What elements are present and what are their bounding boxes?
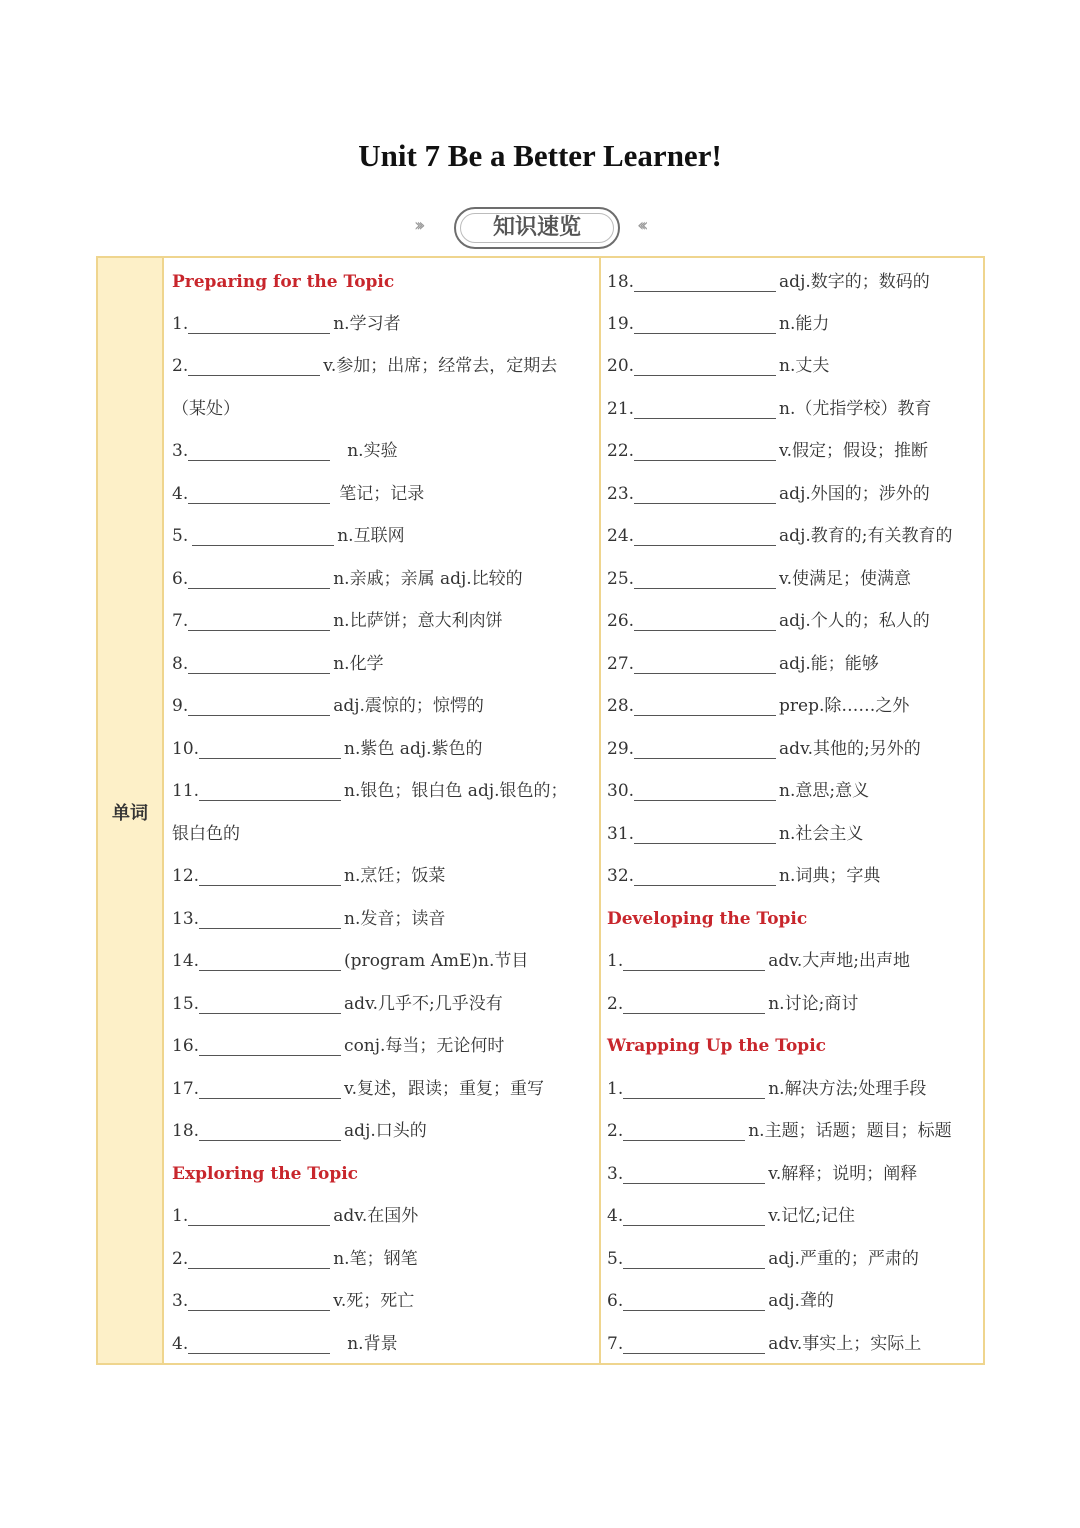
vocab-item — [607, 1280, 834, 1322]
answer-blank[interactable] — [634, 697, 776, 716]
item-definition: adj.严重的；严肃的 — [768, 1249, 919, 1269]
answer-blank[interactable] — [199, 782, 341, 801]
answer-blank[interactable] — [199, 995, 341, 1014]
item-number: 7. — [607, 1334, 624, 1354]
section-title: Wrapping Up the Topic — [607, 1036, 827, 1056]
item-definition: adj.口头的 — [344, 1121, 427, 1141]
answer-blank[interactable] — [623, 1122, 745, 1141]
item-definition: n.（尤指学校）教育 — [779, 399, 932, 419]
item-definition: n.紫色 adj.紫色的 — [344, 739, 483, 759]
item-number: 32. — [607, 866, 635, 886]
item-number: 17. — [172, 1079, 200, 1099]
item-number: 16. — [172, 1036, 200, 1056]
item-definition: v.死；死亡 — [333, 1291, 415, 1311]
item-definition: adj.能；能够 — [779, 654, 879, 674]
vocab-item — [607, 728, 921, 770]
item-definition: v.参加；出席；经常去，定期去 — [323, 356, 558, 376]
item-definition: n.主题；话题；题目；标题 — [748, 1121, 952, 1141]
category-column — [98, 258, 164, 1363]
vocab-item — [607, 643, 879, 685]
answer-blank[interactable] — [634, 570, 776, 589]
overview-badge-label: 知识速览 — [492, 215, 581, 240]
answer-blank[interactable] — [634, 357, 776, 376]
item-definition: v.使满足；使满意 — [779, 569, 912, 589]
vocab-item — [172, 558, 523, 600]
answer-blank[interactable] — [634, 612, 776, 631]
vocab-item — [607, 473, 930, 515]
answer-blank[interactable] — [188, 655, 330, 674]
answer-blank[interactable] — [634, 825, 776, 844]
item-definition: adj.数字的；数码的 — [779, 272, 930, 292]
item-number: 9. — [172, 696, 189, 716]
item-number: 8. — [172, 654, 189, 674]
vocab-item — [172, 643, 384, 685]
vocab-item — [172, 1195, 418, 1237]
item-definition: v.假定；假设；推断 — [779, 441, 929, 461]
item-definition: adv.在国外 — [333, 1206, 419, 1226]
section-title: Developing the Topic — [607, 909, 808, 929]
item-definition-continued: 银白色的 — [172, 824, 240, 844]
item-definition: n.银色；银白色 adj.银色的； — [344, 781, 568, 801]
vocab-item — [607, 345, 829, 387]
answer-blank[interactable] — [623, 1250, 765, 1269]
vocab-item — [172, 685, 484, 727]
item-number: 11. — [172, 781, 200, 801]
vocab-item — [607, 1153, 917, 1195]
answer-blank[interactable] — [623, 1207, 765, 1226]
vocab-item — [607, 1068, 926, 1110]
answer-blank[interactable] — [623, 1335, 765, 1354]
item-definition: n.比萨饼；意大利肉饼 — [333, 611, 503, 631]
item-definition: (program AmE)n.节目 — [344, 951, 529, 971]
item-number: 30. — [607, 781, 635, 801]
item-definition: n.笔；钢笔 — [333, 1249, 418, 1269]
item-number: 28. — [607, 696, 635, 716]
vocab-item — [172, 728, 483, 770]
vocab-item — [172, 1280, 414, 1322]
vocab-item — [607, 855, 880, 897]
item-number: 21. — [607, 399, 635, 419]
answer-blank[interactable] — [634, 315, 776, 334]
category-label: 单词 — [112, 803, 148, 824]
item-number: 5. — [607, 1249, 624, 1269]
vocab-item — [607, 770, 869, 812]
vocab-item — [172, 1110, 427, 1152]
item-definition: n.解决方法;处理手段 — [768, 1079, 927, 1099]
item-number: 4. — [607, 1206, 624, 1226]
item-definition: n.社会主义 — [779, 824, 864, 844]
vocab-item — [172, 1025, 504, 1067]
item-definition: n.丈夫 — [779, 356, 830, 376]
vocab-item — [607, 983, 858, 1025]
item-number: 1. — [607, 1079, 624, 1099]
vocab-item — [172, 515, 405, 557]
answer-blank[interactable] — [623, 952, 765, 971]
item-definition: n.发音；读音 — [344, 909, 446, 929]
vocab-item — [172, 1238, 418, 1280]
item-definition: v.解释；说明；阐释 — [768, 1164, 918, 1184]
vocab-item — [607, 685, 909, 727]
item-definition: prep.除……之外 — [779, 696, 910, 716]
answer-blank[interactable] — [188, 485, 330, 504]
item-definition: adv.几乎不;几乎没有 — [344, 994, 503, 1014]
answer-blank[interactable] — [634, 273, 776, 292]
answer-blank[interactable] — [634, 867, 776, 886]
vocab-item — [172, 473, 424, 515]
page-title: Unit 7 Be a Better Learner! — [358, 138, 722, 173]
item-number: 14. — [172, 951, 200, 971]
item-number: 3. — [172, 441, 189, 461]
answer-blank[interactable] — [634, 400, 776, 419]
item-number: 3. — [607, 1164, 624, 1184]
answer-blank[interactable] — [634, 782, 776, 801]
vocab-item — [172, 983, 503, 1025]
answer-blank[interactable] — [623, 1292, 765, 1311]
answer-blank[interactable] — [634, 655, 776, 674]
item-definition: n.词典；字典 — [779, 866, 881, 886]
item-definition: conj.每当；无论何时 — [344, 1036, 505, 1056]
answer-blank[interactable] — [634, 527, 776, 546]
vocabulary-table — [96, 256, 985, 1365]
item-definition: adj.聋的 — [768, 1291, 834, 1311]
item-number: 4. — [172, 1334, 189, 1354]
answer-blank[interactable] — [623, 1080, 765, 1099]
item-definition: n.亲戚；亲属 adj.比较的 — [333, 569, 523, 589]
answer-blank[interactable] — [188, 612, 330, 631]
item-number: 6. — [607, 1291, 624, 1311]
item-number: 23. — [607, 484, 635, 504]
item-number: 2. — [607, 1121, 624, 1141]
answer-blank[interactable] — [188, 570, 330, 589]
answer-blank[interactable] — [199, 1037, 341, 1056]
item-definition: n.讨论;商讨 — [768, 994, 859, 1014]
chevron-left-icon: ‹‹‹ — [637, 215, 644, 236]
item-definition: n.背景 — [347, 1334, 398, 1354]
item-number: 18. — [607, 272, 635, 292]
item-number: 20. — [607, 356, 635, 376]
vocab-item — [607, 558, 911, 600]
item-definition-continued: （某处） — [172, 399, 240, 419]
column-divider — [599, 258, 601, 1363]
vocab-item — [172, 770, 568, 812]
vocab-item — [607, 813, 863, 855]
answer-blank[interactable] — [188, 697, 330, 716]
item-definition: adj.震惊的；惊愕的 — [333, 696, 484, 716]
item-number: 4. — [172, 484, 189, 504]
item-definition: n.实验 — [347, 441, 398, 461]
item-number: 25. — [607, 569, 635, 589]
item-number: 12. — [172, 866, 200, 886]
item-number: 10. — [172, 739, 200, 759]
vocab-item — [172, 940, 528, 982]
answer-blank[interactable] — [192, 527, 334, 546]
answer-blank[interactable] — [199, 910, 341, 929]
answer-blank[interactable] — [623, 1165, 765, 1184]
answer-blank[interactable] — [188, 1292, 330, 1311]
item-definition: v.记忆;记住 — [768, 1206, 855, 1226]
item-definition: adv.其他的;另外的 — [779, 739, 921, 759]
answer-blank[interactable] — [199, 867, 341, 886]
vocab-item — [172, 898, 445, 940]
item-number: 15. — [172, 994, 200, 1014]
answer-blank[interactable] — [634, 740, 776, 759]
vocab-item — [172, 303, 401, 345]
vocab-item — [607, 1195, 855, 1237]
answer-blank[interactable] — [188, 357, 320, 376]
item-definition: adj.个人的；私人的 — [779, 611, 930, 631]
vocab-item — [172, 855, 445, 897]
item-number: 1. — [172, 1206, 189, 1226]
vocab-item — [607, 1323, 921, 1365]
answer-blank[interactable] — [188, 1335, 330, 1354]
answer-blank[interactable] — [188, 442, 330, 461]
item-definition: n.互联网 — [337, 526, 405, 546]
item-definition: adv.大声地;出声地 — [768, 951, 910, 971]
item-definition: n.烹饪；饭菜 — [344, 866, 446, 886]
item-number: 13. — [172, 909, 200, 929]
answer-blank[interactable] — [188, 1207, 330, 1226]
section-badge-row — [0, 205, 1080, 253]
item-number: 24. — [607, 526, 635, 546]
vocab-item — [607, 303, 829, 345]
item-number: 31. — [607, 824, 635, 844]
vocab-item — [172, 600, 503, 642]
item-number: 5. — [172, 526, 189, 546]
item-definition: n.能力 — [779, 314, 830, 334]
vocab-item — [172, 430, 398, 472]
vocab-item — [607, 430, 928, 472]
item-number: 7. — [172, 611, 189, 631]
vocab-item — [607, 261, 930, 303]
vocab-item — [607, 600, 930, 642]
item-definition: 笔记；记录 — [339, 484, 425, 504]
item-number: 1. — [607, 951, 624, 971]
vocab-item — [607, 1110, 952, 1152]
item-definition: n.化学 — [333, 654, 384, 674]
item-definition: v.复述，跟读；重复；重写 — [344, 1079, 545, 1099]
chevron-right-icon: ››› — [414, 215, 421, 236]
item-number: 19. — [607, 314, 635, 334]
vocab-item — [607, 515, 952, 557]
item-number: 3. — [172, 1291, 189, 1311]
answer-blank[interactable] — [199, 952, 341, 971]
vocab-item — [607, 940, 910, 982]
item-number: 22. — [607, 441, 635, 461]
vocab-item — [607, 388, 931, 430]
vocab-item — [172, 345, 557, 387]
item-definition: n.学习者 — [333, 314, 401, 334]
section-title: Preparing for the Topic — [172, 272, 395, 292]
vocab-item — [172, 1323, 398, 1365]
answer-blank[interactable] — [188, 315, 330, 334]
item-number: 27. — [607, 654, 635, 674]
answer-blank[interactable] — [634, 485, 776, 504]
answer-blank[interactable] — [199, 1122, 341, 1141]
item-number: 6. — [172, 569, 189, 589]
answer-blank[interactable] — [199, 740, 341, 759]
overview-badge — [454, 207, 620, 249]
item-number: 2. — [607, 994, 624, 1014]
section-title: Exploring the Topic — [172, 1164, 359, 1184]
item-number: 1. — [172, 314, 189, 334]
answer-blank[interactable] — [623, 995, 765, 1014]
item-definition: adv.事实上；实际上 — [768, 1334, 922, 1354]
answer-blank[interactable] — [199, 1080, 341, 1099]
item-definition: adj.外国的；涉外的 — [779, 484, 930, 504]
vocab-item — [172, 1068, 544, 1110]
item-number: 2. — [172, 356, 189, 376]
item-number: 18. — [172, 1121, 200, 1141]
item-definition: adj.教育的;有关教育的 — [779, 526, 953, 546]
item-number: 2. — [172, 1249, 189, 1269]
vocab-item — [607, 1238, 919, 1280]
item-definition: n.意思;意义 — [779, 781, 870, 801]
answer-blank[interactable] — [634, 442, 776, 461]
item-number: 26. — [607, 611, 635, 631]
item-number: 29. — [607, 739, 635, 759]
answer-blank[interactable] — [188, 1250, 330, 1269]
